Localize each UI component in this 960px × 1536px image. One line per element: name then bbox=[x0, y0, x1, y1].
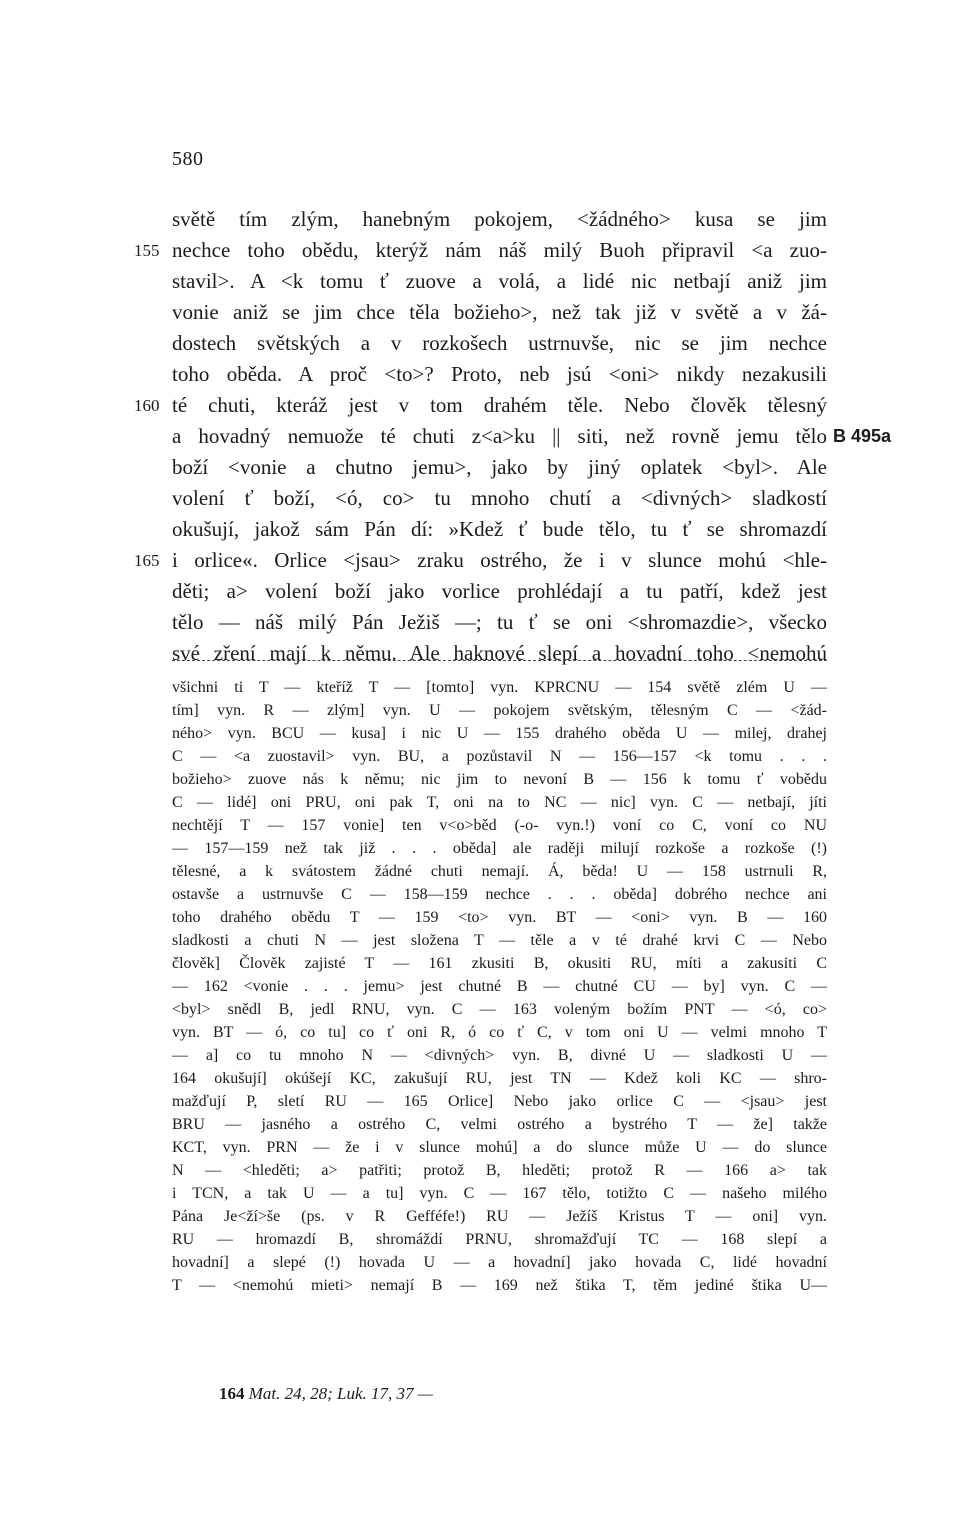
line-text: nechce toho obědu, kterýž nám náš milý Buoh připravil <a zuo- bbox=[172, 238, 827, 262]
text-line bbox=[0, 483, 960, 514]
apparatus-line: BRU — jasného a ostrého C, velmi ostrého a bystrého T — že] takže bbox=[172, 1116, 827, 1133]
apparatus-line: — a] co tu mnoho N — <divných> vyn. B, divné U — sladkosti U — bbox=[172, 1047, 827, 1064]
main-text bbox=[0, 204, 960, 669]
line-text: té chuti, kteráž jest v tom drahém těle. Nebo člověk tělesný bbox=[172, 393, 827, 417]
apparatus-line: RU — hromazdí B, shromáždí PRNU, shromažďují TC — 168 slepí a bbox=[172, 1231, 827, 1248]
line-text: okušují, jakož sám Pán dí: »Kdež ť bude tělo, tu ť se shromazdí bbox=[172, 517, 827, 541]
text-line bbox=[0, 297, 960, 328]
apparatus-line: hovadní] a slepé (!) hovada U — a hovadní] jako hovada C, lidé hovadní bbox=[172, 1254, 827, 1271]
text-line bbox=[0, 514, 960, 545]
line-text: boží <vonie a chutno jemu>, jako by jiný oplatek <byl>. Ale bbox=[172, 455, 827, 479]
text-line bbox=[0, 638, 960, 669]
line-text: děti; a> volení boží jako vorlice prohlédají a tu patří, kdež jest bbox=[172, 579, 827, 603]
line-text: volení ť boží, <ó, co> tu mnoho chutí a <divných> sladkostí bbox=[172, 486, 827, 510]
line-number: 165 bbox=[134, 551, 160, 570]
apparatus-line: vyn. BT — ó, co tu] co ť oni R, ó co ť C, v tom oni U — velmi mnoho T bbox=[172, 1024, 827, 1041]
line-number: 155 bbox=[134, 241, 160, 260]
apparatus-line: i TCN, a tak U — a tu] vyn. C — 167 tělo, totižto C — našeho milého bbox=[172, 1185, 827, 1202]
apparatus-line: nechtějí T — 157 vonie] ten v<o>běd (-o- vyn.!) voní co C, voní co NU bbox=[172, 817, 827, 834]
apparatus-line: T — <nemohú mieti> nemají B — 169 než štika T, těm jediné štika U— bbox=[172, 1277, 827, 1294]
apparatus-line: <byl> snědl B, jedl RNU, vyn. C — 163 voleným božím PNT — <ó, co> bbox=[172, 1001, 827, 1018]
footnote-text: Mat. 24, 28; Luk. 17, 37 — bbox=[248, 1384, 433, 1403]
line-number: 160 bbox=[134, 396, 160, 415]
apparatus-line: — 157—159 než tak již . . . oběda] ale raději milují rozkoše a rozkoše (!) bbox=[172, 840, 827, 857]
margin-reference: B 495a bbox=[833, 426, 892, 446]
apparatus-line: tím] vyn. R — zlým] vyn. U — pokojem světským, tělesným C — <žád- bbox=[172, 702, 827, 719]
line-text: tělo — náš milý Pán Ježiš —; tu ť se oni <shromazdie>, všecko bbox=[172, 610, 827, 634]
apparatus-line: KCT, vyn. PRN — že i v slunce mohú] a do slunce může U — do slunce bbox=[172, 1139, 827, 1156]
line-text: a hovadný nemuože té chuti z<a>ku || siti, než rovně jemu tělo bbox=[172, 424, 827, 448]
apparatus-line: mažďují P, sletí RU — 165 Orlice] Nebo jako orlice C — <jsau> jest bbox=[172, 1093, 827, 1110]
apparatus-divider bbox=[172, 660, 827, 661]
apparatus-line: všichni ti T — kteříž T — [tomto] vyn. KPRCNU — 154 světě zlém U — bbox=[172, 679, 827, 696]
apparatus-line: 164 okušují] okúšejí KC, zakušují RU, jest TN — Kdež koli KC — shro- bbox=[172, 1070, 827, 1087]
footnote-line-number: 164 bbox=[219, 1384, 245, 1403]
text-line bbox=[0, 607, 960, 638]
line-text: i orlice«. Orlice <jsau> zraku ostrého, že i v slunce mohú <hle- bbox=[172, 548, 827, 572]
page-number: 580 bbox=[172, 148, 204, 170]
line-text: světě tím zlým, hanebným pokojem, <žádného> kusa se jim bbox=[172, 207, 827, 231]
text-line bbox=[0, 266, 960, 297]
text-line bbox=[0, 204, 960, 235]
apparatus-line: člověk] Člověk zajisté T — 161 zkusiti B, okusiti RU, míti a zakusiti C bbox=[172, 955, 827, 972]
apparatus-line: tělesné, a k svátostem žádné chuti nemají. Á, běda! U — 158 ustrnuli R, bbox=[172, 863, 827, 880]
line-text: vonie aniž se jim chce těla božieho>, než tak již v světě a v žá- bbox=[172, 300, 827, 324]
text-line bbox=[0, 576, 960, 607]
apparatus-line: C — lidé] oni PRU, oni pak T, oni na to NC — nic] vyn. C — netbají, jíti bbox=[172, 794, 827, 811]
text-line bbox=[0, 421, 960, 452]
line-text: dostech světských a v rozkošech ustrnuvše, nic se jim nechce bbox=[172, 331, 827, 355]
line-text: toho oběda. A proč <to>? Proto, neb jsú <oni> nikdy nezakusili bbox=[172, 362, 827, 386]
text-line bbox=[0, 328, 960, 359]
apparatus-line: — 162 <vonie . . . jemu> jest chutné B — chutné CU — by] vyn. C — bbox=[172, 978, 827, 995]
apparatus-line: božieho> zuove nás k němu; nic jim to nevoní B — 156 k tomu ť vobědu bbox=[172, 771, 827, 788]
line-text: své zření mají k němu. Ale haknové slepí a hovadní toho <nemohú bbox=[172, 641, 827, 665]
text-line bbox=[0, 390, 960, 421]
text-line bbox=[0, 235, 960, 266]
scripture-footnote bbox=[219, 1384, 433, 1404]
apparatus-line: Pána Je<ží>še (ps. v R Gefféfe!) RU — Ježíš Kristus T — oni] vyn. bbox=[172, 1208, 827, 1225]
text-line bbox=[0, 359, 960, 390]
line-text: stavil>. A <k tomu ť zuove a volá, a lidé nic netbají aniž jim bbox=[172, 269, 827, 293]
critical-apparatus bbox=[172, 676, 827, 1297]
text-line bbox=[0, 545, 960, 576]
text-line bbox=[0, 452, 960, 483]
apparatus-line: sladkosti a chuti N — jest složena T — těle a v té drahé krvi C — Nebo bbox=[172, 932, 827, 949]
apparatus-line: ného> vyn. BCU — kusa] i nic U — 155 drahého oběda U — milej, drahej bbox=[172, 725, 827, 742]
apparatus-line: N — <hleděti; a> patřiti; protož B, hleděti; protož R — 166 a> tak bbox=[172, 1162, 827, 1179]
apparatus-line: ostavše a ustrnuvše C — 158—159 nechce . . . oběda] dobrého nechce ani bbox=[172, 886, 827, 903]
apparatus-line: toho drahého obědu T — 159 <to> vyn. BT — <oni> vyn. B — 160 bbox=[172, 909, 827, 926]
apparatus-line: C — <a zuostavil> vyn. BU, a pozůstavil N — 156—157 <k tomu . . . bbox=[172, 748, 827, 765]
